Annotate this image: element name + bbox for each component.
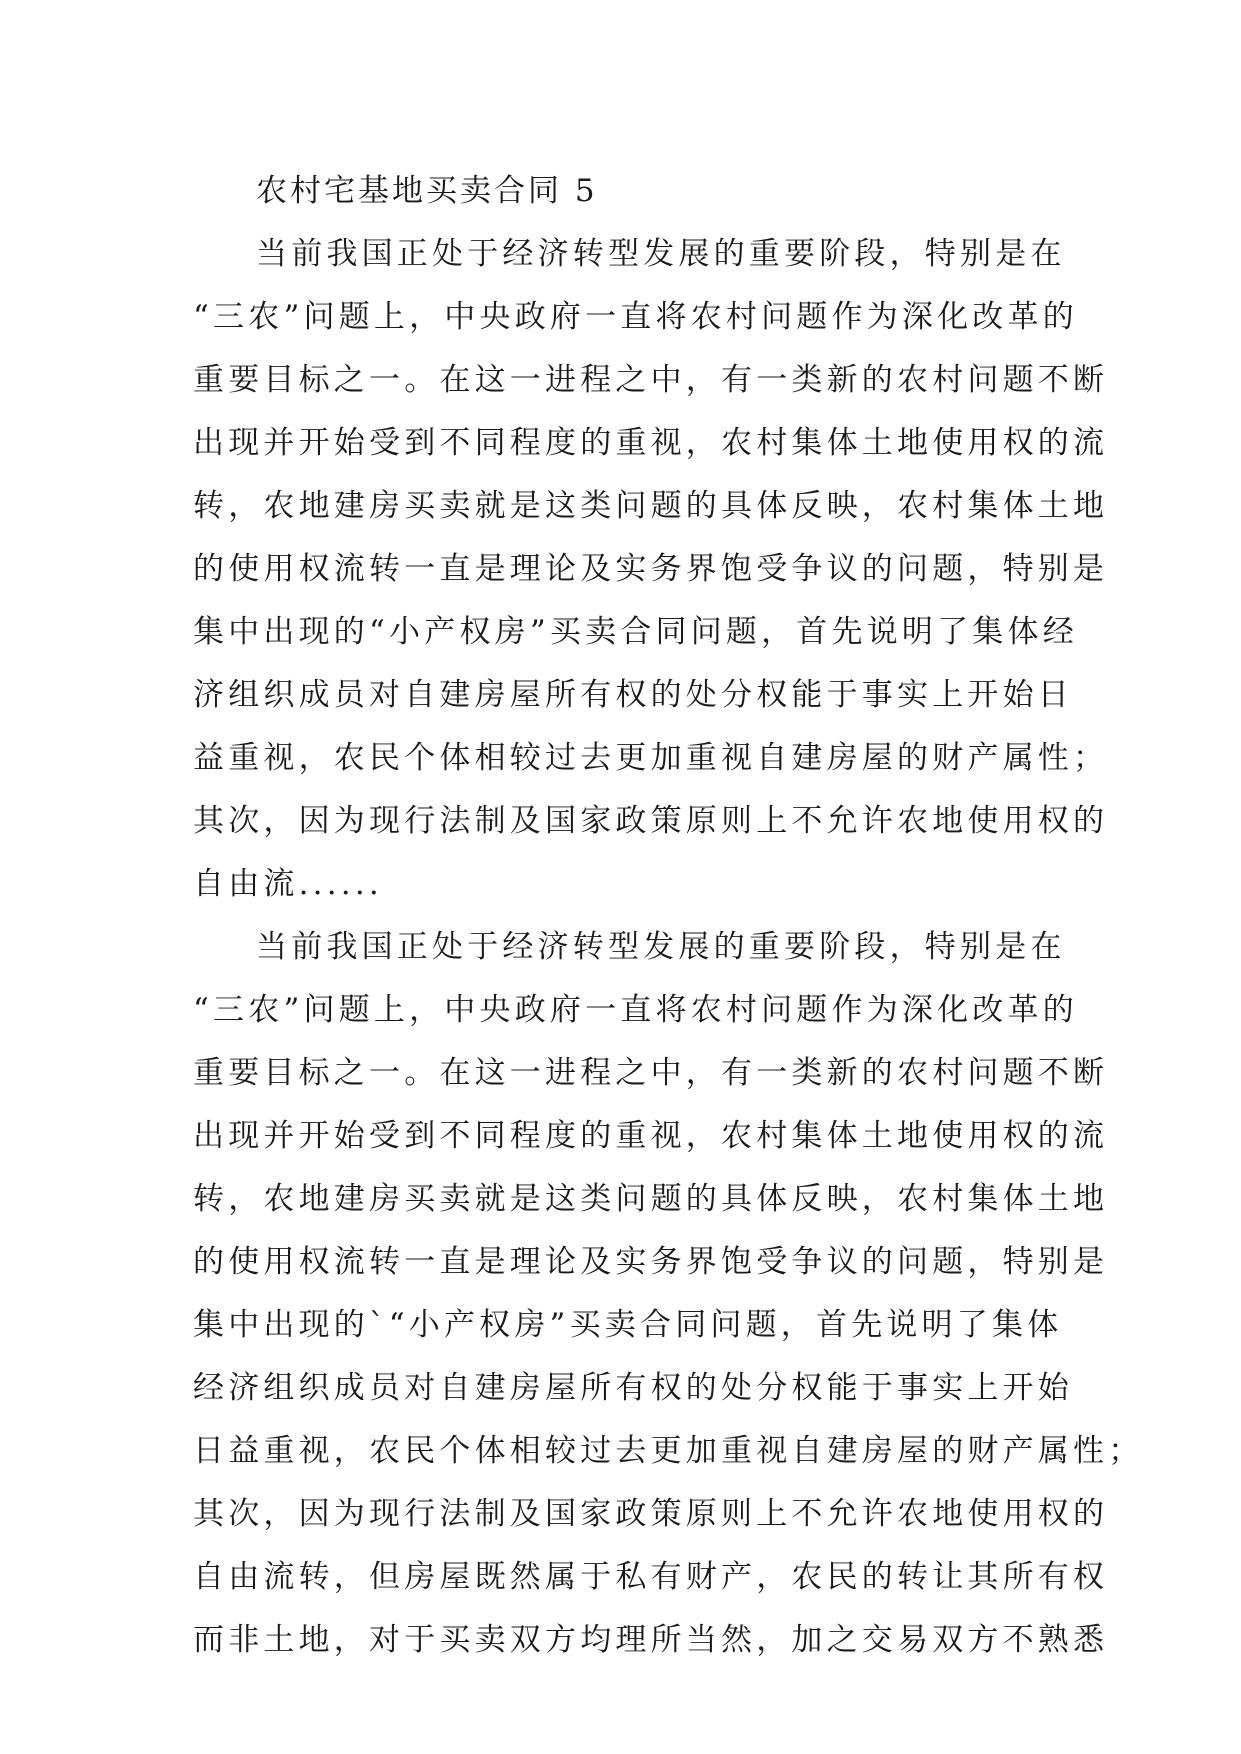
text-line: “三农”问题上，中央政府一直将农村问题作为深化改革的 <box>193 299 1078 335</box>
text-line: 出现并开始受到不同程度的重视，农村集体土地使用权的流 <box>193 1118 1109 1154</box>
text-line: 自由流...... <box>193 866 383 902</box>
text-line: 重要目标之一。在这一进程之中，有一类新的农村问题不断 <box>193 1055 1109 1091</box>
text-line: 济组织成员对自建房屋所有权的处分权能于事实上开始日 <box>193 677 1073 713</box>
text-line: 重要目标之一。在这一进程之中，有一类新的农村问题不断 <box>193 362 1109 398</box>
text-line: 的使用权流转一直是理论及实务界饱受争议的问题，特别是 <box>193 1244 1109 1280</box>
document-title: 农村宅基地买卖合同 5 <box>256 173 598 209</box>
text-line: 出现并开始受到不同程度的重视，农村集体土地使用权的流 <box>193 425 1109 461</box>
paragraph-1 <box>193 223 1109 916</box>
document-body <box>193 160 1144 1672</box>
text-line: 当前我国正处于经济转型发展的重要阶段，特别是在 <box>256 236 1066 272</box>
text-line: 集中出现的`“小产权房”买卖合同问题，首先说明了集体 <box>193 1307 1063 1343</box>
text-line: 而非土地，对于买卖双方均理所当然，加之交易双方不熟悉 <box>193 1622 1109 1658</box>
text-line: 其次，因为现行法制及国家政策原则上不允许农地使用权的 <box>193 803 1109 839</box>
text-line: 益重视，农民个体相较过去更加重视自建房屋的财产属性； <box>193 740 1109 776</box>
text-line: 转，农地建房买卖就是这类问题的具体反映，农村集体土地 <box>193 488 1109 524</box>
text-line: 其次，因为现行法制及国家政策原则上不允许农地使用权的 <box>193 1496 1109 1532</box>
paragraph-2 <box>193 916 1144 1672</box>
text-line: 日益重视，农民个体相较过去更加重视自建房屋的财产属性； <box>193 1433 1144 1469</box>
text-line: 的使用权流转一直是理论及实务界饱受争议的问题，特别是 <box>193 551 1109 587</box>
text-line: 自由流转，但房屋既然属于私有财产，农民的转让其所有权 <box>193 1559 1109 1595</box>
text-line: 当前我国正处于经济转型发展的重要阶段，特别是在 <box>256 929 1066 965</box>
text-line: 集中出现的“小产权房”买卖合同问题，首先说明了集体经 <box>193 614 1078 650</box>
text-line: 经济组织成员对自建房屋所有权的处分权能于事实上开始 <box>193 1370 1073 1406</box>
text-line: “三农”问题上，中央政府一直将农村问题作为深化改革的 <box>193 992 1078 1028</box>
text-line: 转，农地建房买卖就是这类问题的具体反映，农村集体土地 <box>193 1181 1109 1217</box>
